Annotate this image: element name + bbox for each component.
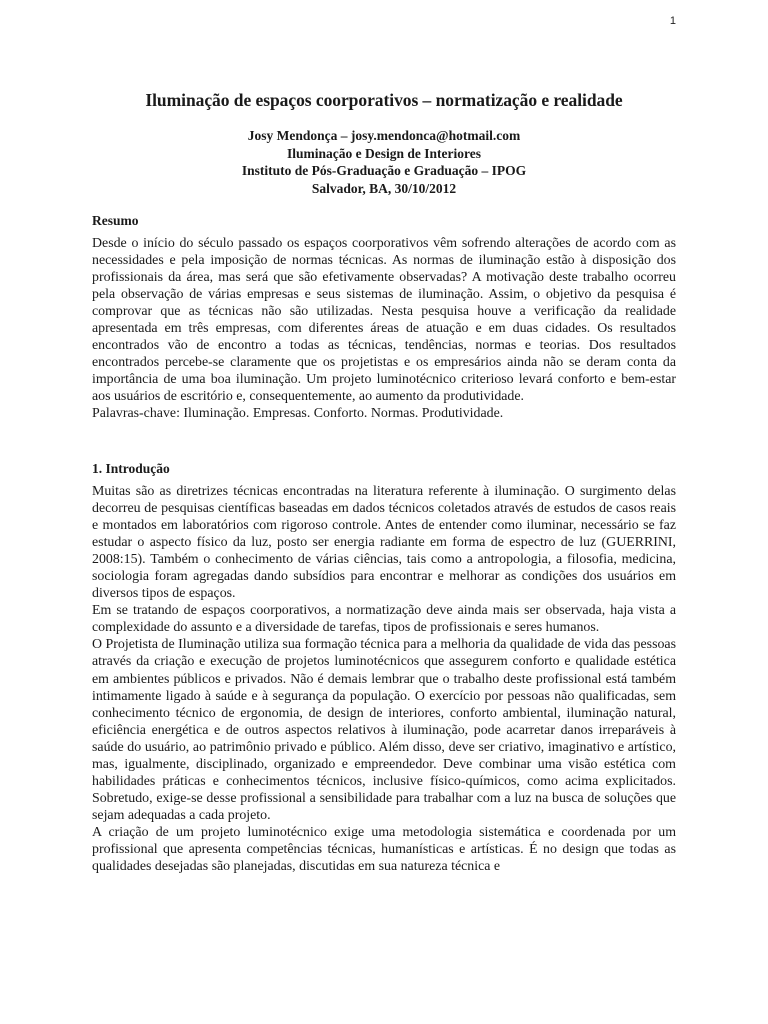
abstract-body [92, 235, 676, 423]
author-institution: Instituto de Pós-Graduação e Graduação – IPOG [241, 163, 527, 178]
author-block [0, 127, 768, 197]
abstract-keywords: Palavras-chave: Iluminação. Empresas. Conforto. Normas. Produtividade. [92, 406, 504, 422]
introduction-paragraph: O Projetista de Iluminação utiliza sua formação técnica para a melhoria da qualidade de vida das pessoas através da criação e execução de projetos luminotécnicos que assegurem conforto e qualidade estética em ambientes públicos e privados. Não é demais lembrar que o trabalho deste profissional está também intimamente ligado à saúde e à segurança da população. O exercício por pessoas não qualificadas, sem conhecimento técnico de ergonomia, de design de interiores, conforto ambiental, iluminação natural, eficiência energética e de outros aspectos relativos à iluminação, pode acarretar danos irreparáveis à saúde do usuário, ao patrimônio privado e público. Além disso, deve ser criativo, imaginativo e artístico, mas, igualmente, disciplinado, organizado e empreendedor. Deve combinar uma visão estética com habilidades práticas e conhecimentos técnicos, inclusive físico-químicos, como acima explicitados. Sobretudo, exige-se desse profissional a sensibilidade para trabalhar com a luz na busca de soluções que sejam adequadas a cada projeto. [92, 637, 676, 823]
author-course: Iluminação e Design de Interiores [287, 145, 481, 161]
introduction-paragraph: Em se tratando de espaços coorporativos, a normatização deve ainda mais ser observada, haja vista a complexidade do assunto e a diversidade de tarefas, tipos de profissionais e seres humanos. [92, 603, 676, 636]
author-location-date: Salvador, BA, 30/10/2012 [311, 180, 457, 196]
introduction-heading: 1. Introdução [92, 461, 170, 476]
author-name-email: Josy Mendonça – josy.mendonca@hotmail.com [247, 128, 521, 143]
introduction-body [92, 483, 676, 875]
page-number: 1 [669, 15, 676, 27]
abstract-text: Desde o início do século passado os espaços coorporativos vêm sofrendo alterações de acordo com as necessidades e pela imposição de normas técnicas. As normas de iluminação estão à disposição dos profissionais da área, mas será que são efetivamente observadas? A motivação deste trabalho ocorreu pela observação de várias empresas e seus sistemas de iluminação. Assim, o objetivo da pesquisa é comprovar que as técnicas não são utilizadas. Nesta pesquisa houve a verificação da realidade apresentada em três empresas, com diferentes áreas de atuação e em duas cidades. Os resultados encontrados vão de encontro a todas as técnicas, tendências, normas e teorias. Dos resultados encontrados percebe-se claramente que os projetistas e os empresários ainda não se deram conta da importância de uma boa iluminação. Um projeto luminotécnico criterioso levará conforto e bem-estar aos usuários de escritório e, consequentemente, ao aumento da produtividade. [92, 236, 676, 405]
introduction-paragraph: Muitas são as diretrizes técnicas encontradas na literatura referente à iluminação. O surgimento delas decorreu de pesquisas científicas baseadas em dados técnicos coletados através de estudos de casos reais e montados em laboratórios com rigoroso controle. Antes de entender como iluminar, necessário se faz estudar o aspecto físico da luz, posto ser energia radiante em forma de espectro de luz (GUERRINI, 2008:15). Também o conhecimento de várias ciências, tais como a antropologia, a filosofia, medicina, sociologia foram agregadas dando subsídios para encontrar e melhorar as condições dos usuários em diversos tipos de espaços. [92, 484, 676, 602]
paper-title: Iluminação de espaços coorporativos – normatização e realidade [145, 90, 623, 110]
abstract-heading: Resumo [92, 213, 139, 228]
introduction-paragraph: A criação de um projeto luminotécnico exige uma metodologia sistemática e coordenada por um profissional que apresenta competências técnicas, humanísticas e artísticas. É no design que todas as qualidades desejadas são planejadas, discutidas em sua natureza técnica e [92, 824, 676, 875]
